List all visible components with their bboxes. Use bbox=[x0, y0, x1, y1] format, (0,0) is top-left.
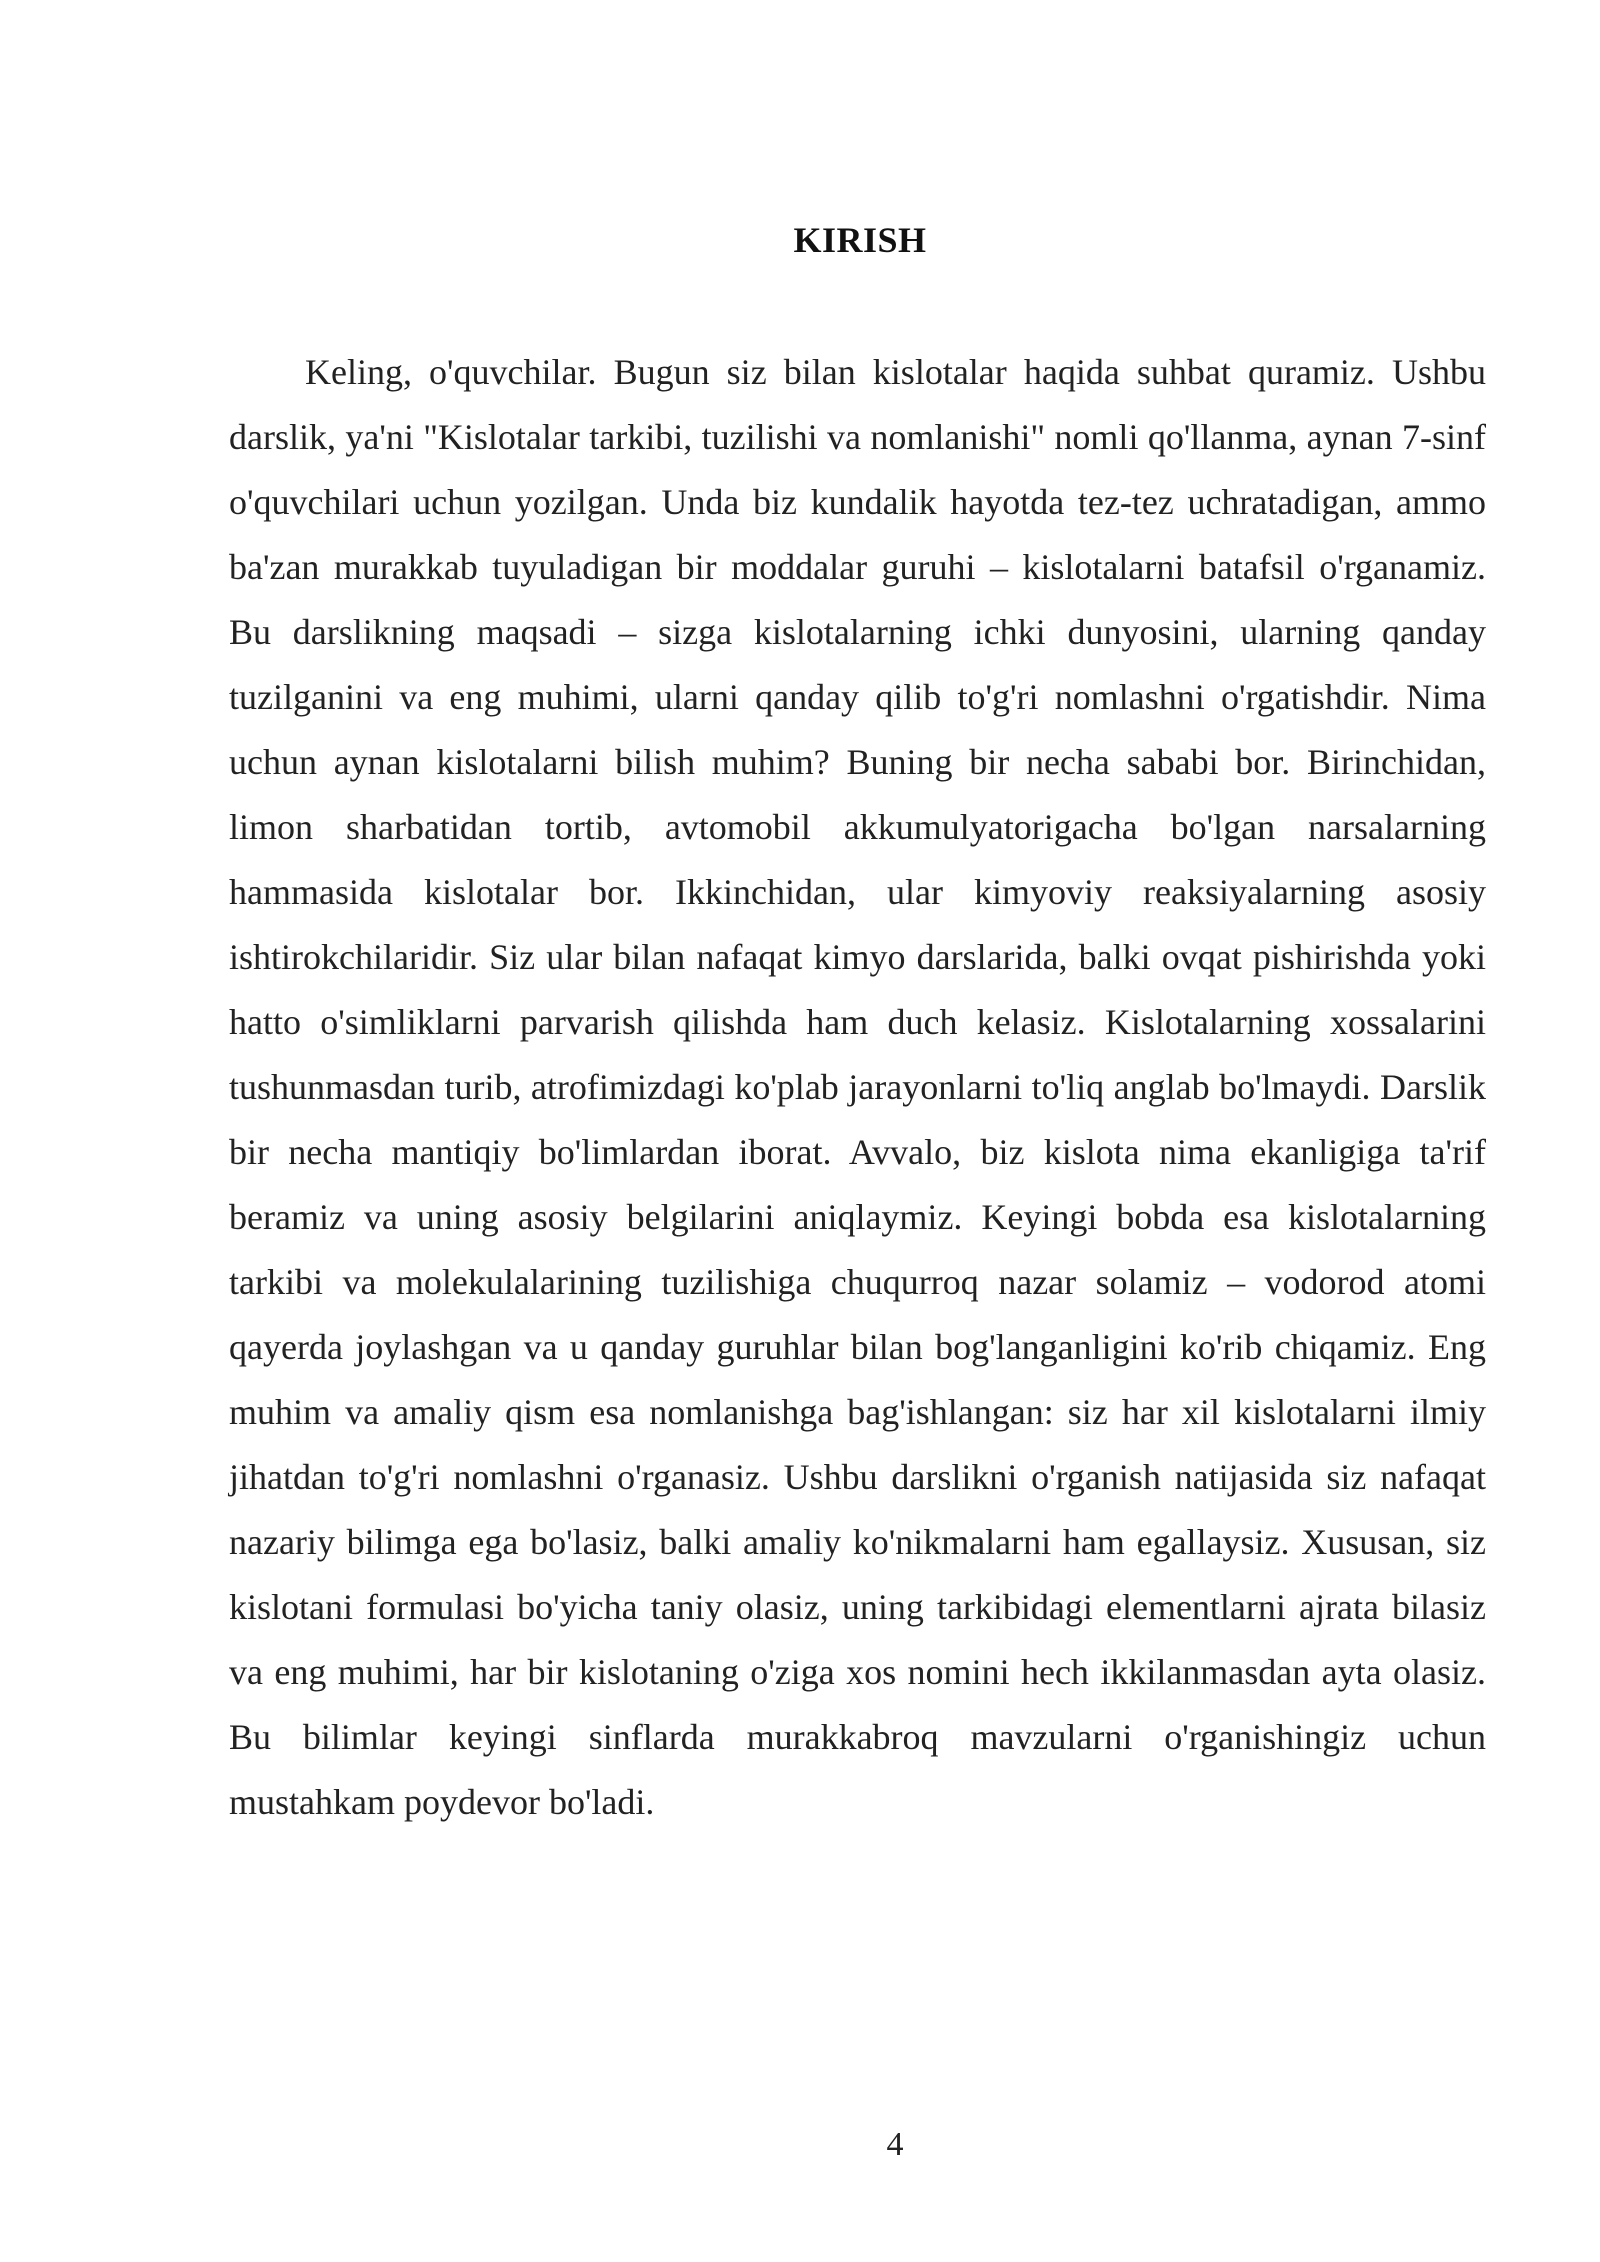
intro-paragraph: Keling, o'quvchilar. Bugun siz bilan kislotalar haqida suhbat quramiz. Ushbu darslik, ya'ni "Kislotalar tarkibi, tuzilishi va nomlanishi" nomli qo'llanma, aynan 7-sinf o'quvchilari uchun yozilgan. Unda biz kundalik hayotda tez-tez uchratadigan, ammo ba'zan murakkab tuyuladigan bir moddalar guruhi – kislotalarni batafsil o'rganamiz. Bu darslikning maqsadi – sizga kislotalarning ichki dunyosini, ularning qanday tuzilganini va eng muhimi, ularni qanday qilib to'g'ri nomlashni o'rgatishdir. Nima uchun aynan kislotalarni bilish muhim? Buning bir necha sababi bor. Birinchidan, limon sharbatidan tortib, avtomobil akkumulyatorigacha bo'lgan narsalarning hammasida kislotalar bor. Ikkinchidan, ular kimyoviy reaksiyalarning asosiy ishtirokchilaridir. Siz ular bilan nafaqat kimyo darslarida, balki ovqat pishirishda yoki hatto o'simliklarni parvarish qilishda ham duch kelasiz. Kislotalarning xossalarini tushunmasdan turib, atrofimizdagi ko'plab jarayonlarni to'liq anglab bo'lmaydi. Darslik bir necha mantiqiy bo'limlardan iborat. Avvalo, biz kislota nima ekanligiga ta'rif beramiz va uning asosiy belgilarini aniqlaymiz. Keyingi bobda esa kislotalarning tarkibi va molekulalarining tuzilishiga chuqurroq nazar solamiz – vodorod atomi qayerda joylashgan va u qanday guruhlar bilan bog'langanligini ko'rib chiqamiz. Eng muhim va amaliy qism esa nomlanishga bag'ishlangan: siz har xil kislotalarni ilmiy jihatdan to'g'ri nomlashni o'rganasiz. Ushbu darslikni o'rganish natijasida siz nafaqat nazariy bilimga ega bo'lasiz, balki amaliy ko'nikmalarni ham egallaysiz. Xususan, siz kislotani formulasi bo'yicha taniy olasiz, uning tarkibidagi elementlarni ajrata bilasiz va eng muhimi, har bir kislotaning o'ziga xos nomini hech ikkilanmasdan ayta olasiz. Bu bilimlar keyingi sinflarda murakkabroq mavzularni o'rganishingiz uchun mustahkam poydevor bo'ladi. bbox=[229, 352, 1486, 1822]
page-number: 4 bbox=[886, 2126, 904, 2163]
section-title: KIRISH bbox=[793, 220, 927, 260]
